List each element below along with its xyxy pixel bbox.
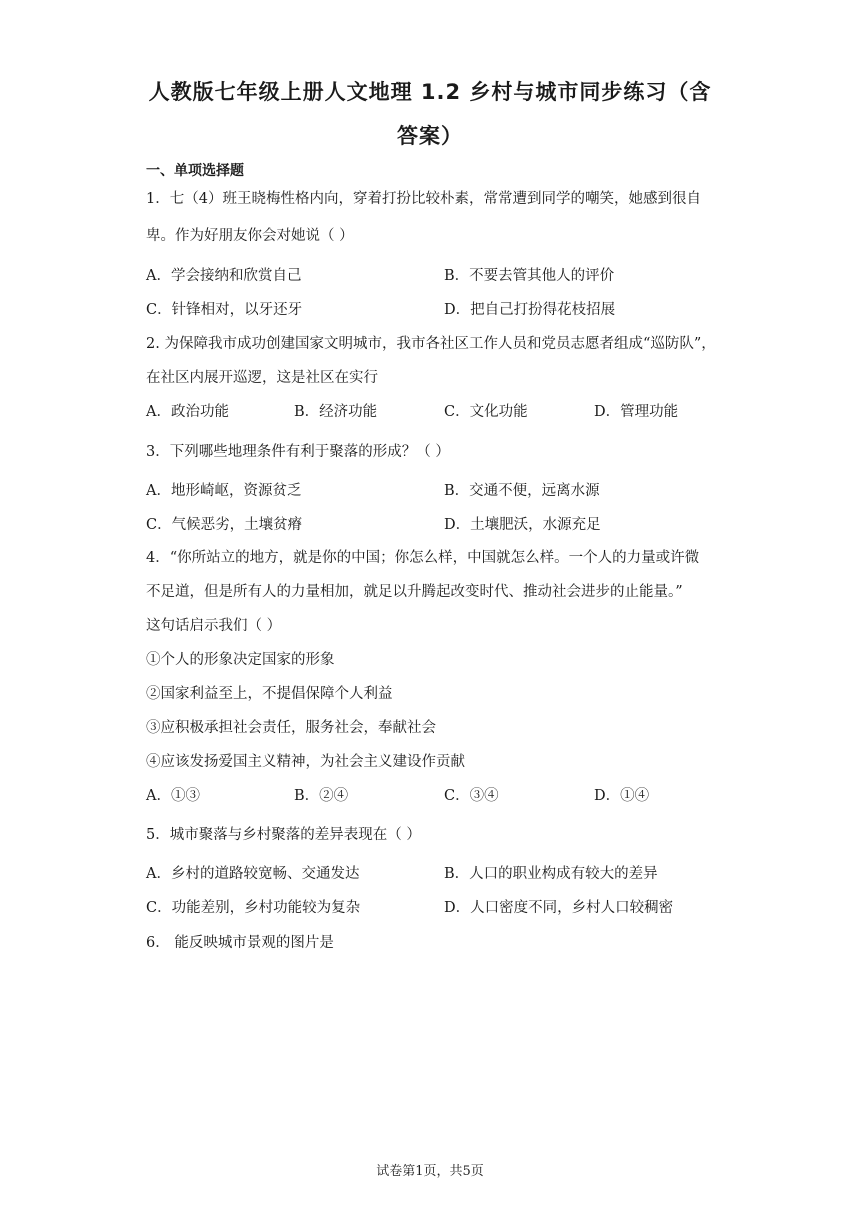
q1-option-a: A．学会接纳和欣赏自己: [146, 268, 302, 284]
q3-option-a: A．地形崎岖，资源贫乏: [146, 483, 302, 499]
q4-option-a: A．①③: [146, 788, 200, 804]
q4-statement-3: ③应积极承担社会责任，服务社会，奉献社会: [146, 720, 436, 736]
page-footer: 试卷第1页，共5页: [376, 1164, 484, 1179]
q2-option-d: D．管理功能: [594, 404, 679, 420]
q2-stem-line-2: 在社区内展开巡逻，这是社区在实行: [146, 370, 378, 386]
q2-option-c: C．文化功能: [444, 404, 528, 420]
q4-option-c: C．③④: [444, 788, 499, 804]
section-heading: 一、单项选择题: [146, 163, 244, 179]
q1-stem-line-2: 卑。作为好朋友你会对她说（ ）: [146, 228, 354, 244]
q5-option-b: B．人口的职业构成有较大的差异: [444, 866, 658, 882]
q1-stem-line-1: 1．七（4）班王晓梅性格内向，穿着打扮比较朴素，常常遭到同学的嘲笑，她感到很自: [146, 191, 701, 207]
q3-option-d: D．土壤肥沃，水源充足: [444, 517, 601, 533]
q2-option-b: B．经济功能: [294, 404, 378, 420]
q4-option-b: B．②④: [294, 788, 349, 804]
q3-option-b: B．交通不便，远离水源: [444, 483, 600, 499]
q1-option-c: C．针锋相对，以牙还牙: [146, 302, 303, 318]
q3-stem: 3．下列哪些地理条件有利于聚落的形成？（ ）: [146, 444, 450, 460]
q4-stem-line-1: 4．“你所站立的地方，就是你的中国；你怎么样，中国就怎么样。一个人的力量或许微: [146, 550, 700, 566]
document-title-line-2: 答案）: [397, 124, 463, 148]
q4-stem-line-3: 这句话启示我们（ ）: [146, 618, 282, 634]
q3-option-c: C．气候恶劣，土壤贫瘠: [146, 517, 303, 533]
q1-option-d: D．把自己打扮得花枝招展: [444, 302, 616, 318]
q5-option-d: D．人口密度不同，乡村人口较稠密: [444, 900, 674, 916]
q4-option-d: D．①④: [594, 788, 650, 804]
q6-stem: 6． 能反映城市景观的图片是: [146, 935, 334, 951]
q4-statement-1: ①个人的形象决定国家的形象: [146, 652, 335, 668]
q1-option-b: B．不要去管其他人的评价: [444, 268, 615, 284]
q2-stem-line-1: 2. 为保障我市成功创建国家文明城市，我市各社区工作人员和党员志愿者组成“巡防队”，: [146, 336, 716, 352]
q5-option-a: A．乡村的道路较宽畅、交通发达: [146, 866, 360, 882]
q4-statement-4: ④应该发扬爱国主义精神，为社会主义建设作贡献: [146, 754, 465, 770]
q5-option-c: C．功能差别，乡村功能较为复杂: [146, 900, 361, 916]
document-title-line-1: 人教版七年级上册人文地理 1.2 乡村与城市同步练习（含: [148, 80, 712, 104]
q2-option-a: A．政治功能: [146, 404, 229, 420]
q4-statement-2: ②国家利益至上，不提倡保障个人利益: [146, 686, 393, 702]
q4-stem-line-2: 不足道，但是所有人的力量相加，就足以升腾起改变时代、推动社会进步的止能量。”: [146, 584, 683, 600]
q5-stem: 5．城市聚落与乡村聚落的差异表现在（ ）: [146, 827, 421, 843]
